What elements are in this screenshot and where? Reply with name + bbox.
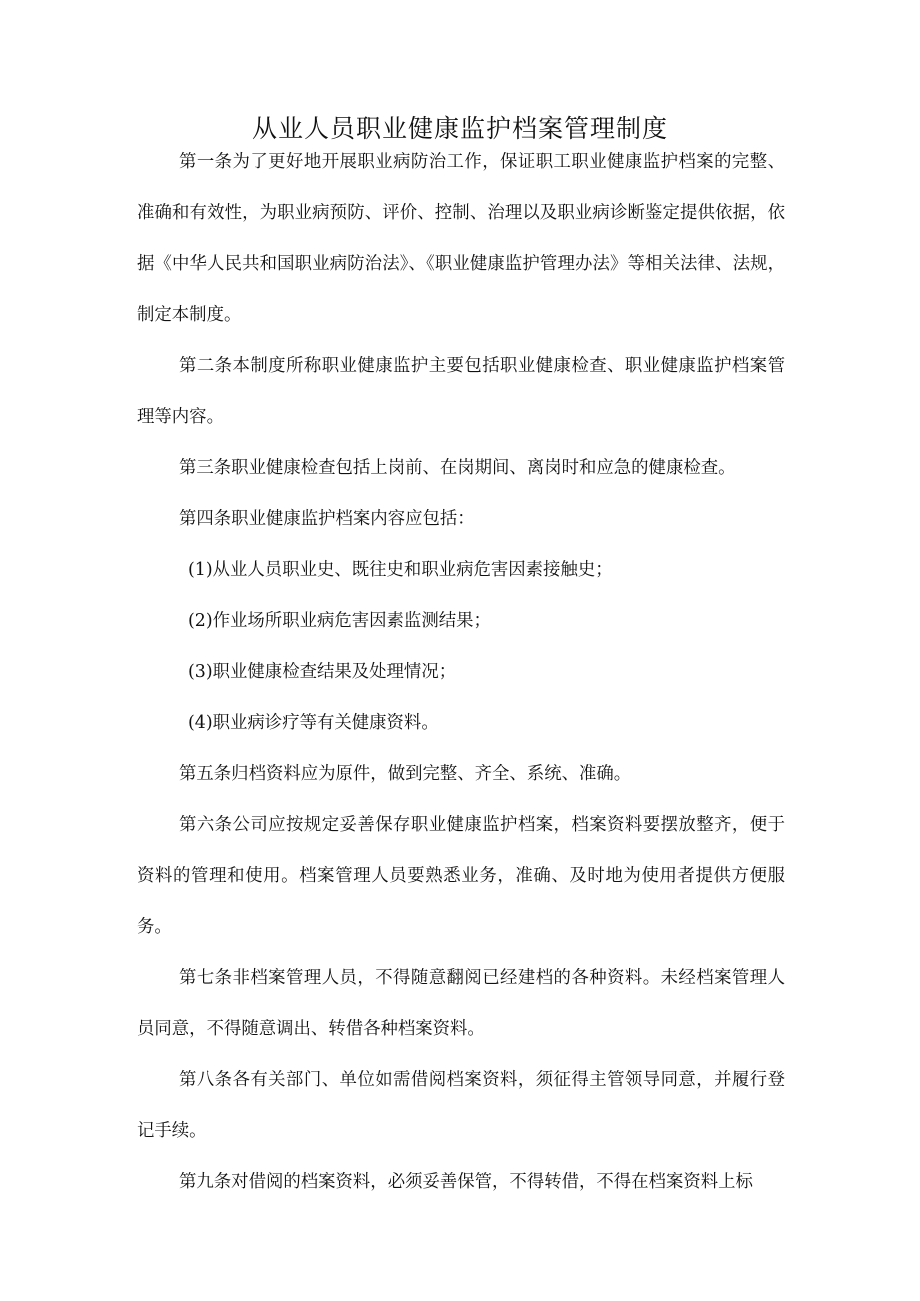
article-8: 第八条各有关部门、单位如需借阅档案资料，须征得主管领导同意，并履行登记手续。 [137,1070,785,1141]
article-6: 第六条公司应按规定妥善保存职业健康监护档案，档案资料要摆放整齐，便于资料的管理和使用。档案管理人员要熟悉业务，准确、及时地为使用者提供方便服务。 [137,815,785,937]
list-item-3: (3)职业健康检查结果及处理情况； [188,662,457,682]
article-3: 第三条职业健康检查包括上岗前、在岗期间、离岗时和应急的健康检查。 [179,458,736,478]
article-4: 第四条职业健康监护档案内容应包括： [179,509,475,529]
article-9: 第九条对借阅的档案资料，必须妥善保管，不得转借，不得在档案资料上标 [179,1172,753,1192]
article-5: 第五条归档资料应为原件，做到完整、齐全、系统、准确。 [179,764,632,784]
article-7: 第七条非档案管理人员，不得随意翻阅已经建档的各种资料。未经档案管理人员同意，不得随意调出、转借各种档案资料。 [137,968,785,1039]
list-item-2: (2)作业场所职业病危害因素监测结果； [188,611,491,631]
document-title: 从业人员职业健康监护档案管理制度 [251,114,668,143]
list-item-1: (1)从业人员职业史、既往史和职业病危害因素接触史； [188,560,613,580]
list-item-4: (4)职业病诊疗等有关健康资料。 [188,713,439,733]
article-2: 第二条本制度所称职业健康监护主要包括职业健康检查、职业健康监护档案管理等内容。 [137,356,785,427]
article-1: 第一条为了更好地开展职业病防治工作，保证职工职业健康监护档案的完整、准确和有效性，为职业病预防、评价、控制、治理以及职业病诊断鉴定提供依据，依据《中华人民共和国职业病防治法》、《职业健康监护管理办法》等相关法律、法规，制定本制度。 [137,152,785,325]
